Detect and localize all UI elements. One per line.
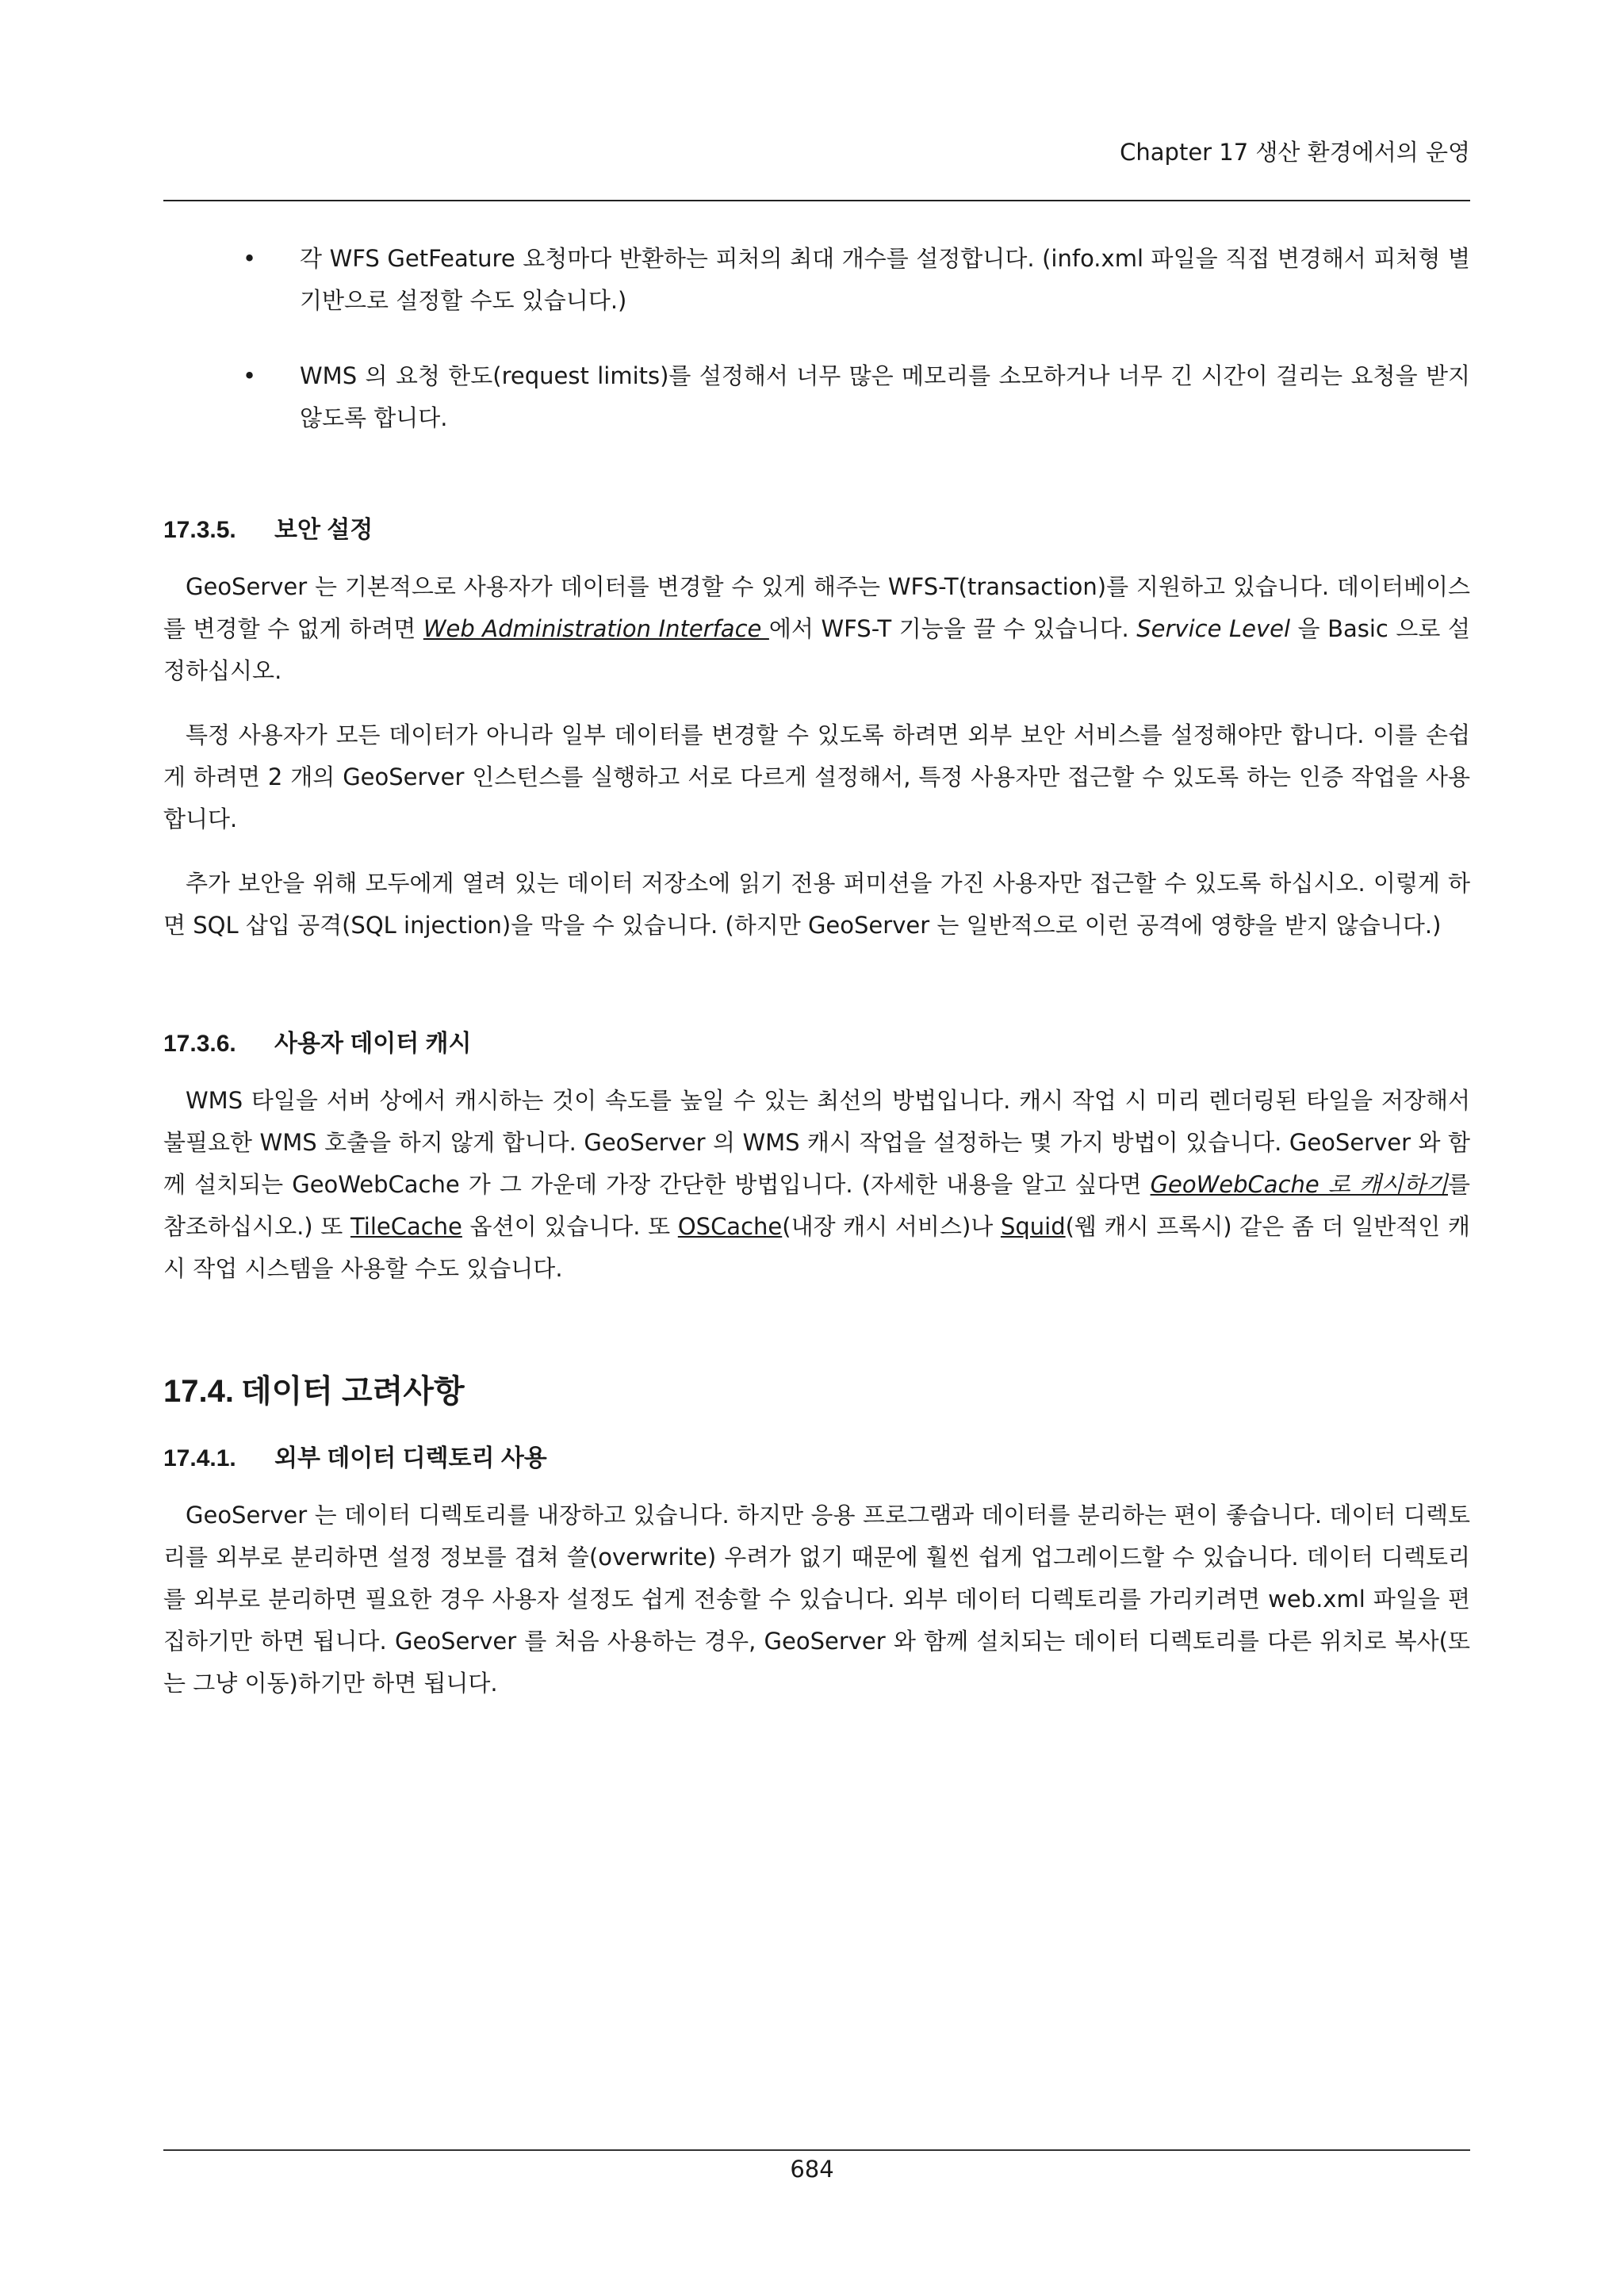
- section-title: 보안 설정: [274, 517, 373, 543]
- text-run: 옵션이 있습니다. 또: [462, 1213, 678, 1240]
- web-admin-interface-link[interactable]: Web Administration Interface: [423, 615, 769, 642]
- section-heading-17-3-6: [163, 1024, 1470, 1064]
- text-run: WMS 타일을 서버 상에서 캐시하는 것이 속도를 높일 수 있는 최선의 방법입니다. 캐시 작업 시 미리 렌더링된 타일을 저장해서 불필요한 WMS 호출을 하지 않게 합니다. GeoServer 의 WMS 캐시 작업을 설정하는 몇 가지 방법이 있습니다. GeoServer 와 함께 설치되는 GeoWebCache 가 그 가운데 가장 간단한 방법입니다. (자세한 내용을 알고 싶다면: [163, 1087, 1470, 1198]
- text-run: (웹 캐시 프록시) 같은 좀 더 일반적인 캐시 작업 시스템을 사용할 수도 있습니다.: [163, 1213, 1470, 1282]
- text-run: GeoServer 는 기본적으로 사용자가 데이터를 변경할 수 있게 해주는 WFS-T(transaction)를 지원하고 있습니다. 데이터베이스를 변경할 수 없게 하려면: [163, 573, 1470, 642]
- running-header: Chapter 17 생산 환경에서의 운영: [1120, 139, 1470, 166]
- header-rule: [163, 200, 1470, 201]
- section-number: 17.4.1.: [163, 1445, 236, 1471]
- list-item: [163, 355, 1470, 439]
- section-number: 17.3.5.: [163, 517, 236, 543]
- section-heading-17-3-5: [163, 511, 1470, 550]
- section-number: 17.3.6.: [163, 1031, 236, 1057]
- section-title: 사용자 데이터 캐시: [274, 1031, 472, 1057]
- footer-rule: [163, 2149, 1470, 2151]
- oscache-link[interactable]: OSCache: [677, 1213, 783, 1240]
- paragraph: 특정 사용자가 모든 데이터가 아니라 일부 데이터를 변경할 수 있도록 하려면 외부 보안 서비스를 설정해야만 합니다. 이를 손쉽게 하려면 2 개의 GeoServer 인스턴스를 실행하고 서로 다르게 설정해서, 특정 사용자만 접근할 수 있도록 하는 인증 작업을 사용합니다.: [163, 721, 1470, 832]
- text-run: 을 Basic 으로 설정하십시오.: [163, 615, 1470, 684]
- text-run: 를 참조하십시오.) 또: [163, 1171, 1470, 1240]
- section-title: 외부 데이터 디렉토리 사용: [274, 1445, 547, 1471]
- text-run: (내장 캐시 서비스)나: [782, 1213, 1001, 1240]
- paragraph: GeoServer 는 데이터 디렉토리를 내장하고 있습니다. 하지만 응용 프로그램과 데이터를 분리하는 편이 좋습니다. 데이터 디렉토리를 외부로 분리하면 설정 정보를 겹쳐 쓸(overwrite) 우려가 없기 때문에 훨씬 쉽게 업그레이드할 수 있습니다. 데이터 디렉토리를 외부로 분리하면 필요한 경우 사용자 설정도 쉽게 전송할 수 있습니다. 외부 데이터 디렉토리를 가리키려면 web.xml 파일을 편집하기만 하면 됩니다. GeoServer 를 처음 사용하는 경우, GeoServer 와 함께 설치되는 데이터 디렉토리를 다른 위치로 복사(또는 그냥 이동)하기만 하면 됩니다.: [163, 1502, 1470, 1697]
- bullet-icon: •: [243, 362, 257, 389]
- paragraph: [163, 1080, 1470, 1290]
- list-item: [163, 238, 1470, 322]
- paragraph: [163, 566, 1470, 692]
- bullet-text: WMS 의 요청 한도(request limits)를 설정해서 너무 많은 메모리를 소모하거나 너무 긴 시간이 걸리는 요청을 받지 않도록 합니다.: [300, 362, 1470, 431]
- geowebcache-link[interactable]: GeoWebCache 로 캐시하기: [1150, 1171, 1448, 1198]
- tilecache-link[interactable]: TileCache: [350, 1213, 462, 1240]
- bullet-list: [163, 238, 1470, 439]
- italic-term: Service Level: [1136, 615, 1291, 642]
- bullet-text: 각 WFS GetFeature 요청마다 반환하는 피처의 최대 개수를 설정합니다. (info.xml 파일을 직접 변경해서 피처형 별 기반으로 설정할 수도 있습니다.): [300, 245, 1470, 314]
- paragraph: 추가 보안을 위해 모두에게 열려 있는 데이터 저장소에 읽기 전용 퍼미션을 가진 사용자만 접근할 수 있도록 하십시오. 이렇게 하면 SQL 삽입 공격(SQL injection)을 막을 수 있습니다. (하지만 GeoServer 는 일반적으로 이런 공격에 영향을 받지 않습니다.): [163, 870, 1470, 939]
- section-number: 17.4.: [163, 1374, 234, 1409]
- page-content: [163, 238, 1470, 1727]
- section-title: 데이터 고려사항: [241, 1374, 465, 1409]
- bullet-icon: •: [243, 245, 257, 272]
- section-heading-17-4: [163, 1368, 1470, 1415]
- page-number: 684: [790, 2156, 834, 2183]
- squid-link[interactable]: Squid: [1000, 1213, 1066, 1240]
- text-run: 에서 WFS-T 기능을 끌 수 있습니다.: [768, 615, 1137, 642]
- section-heading-17-4-1: [163, 1439, 1470, 1479]
